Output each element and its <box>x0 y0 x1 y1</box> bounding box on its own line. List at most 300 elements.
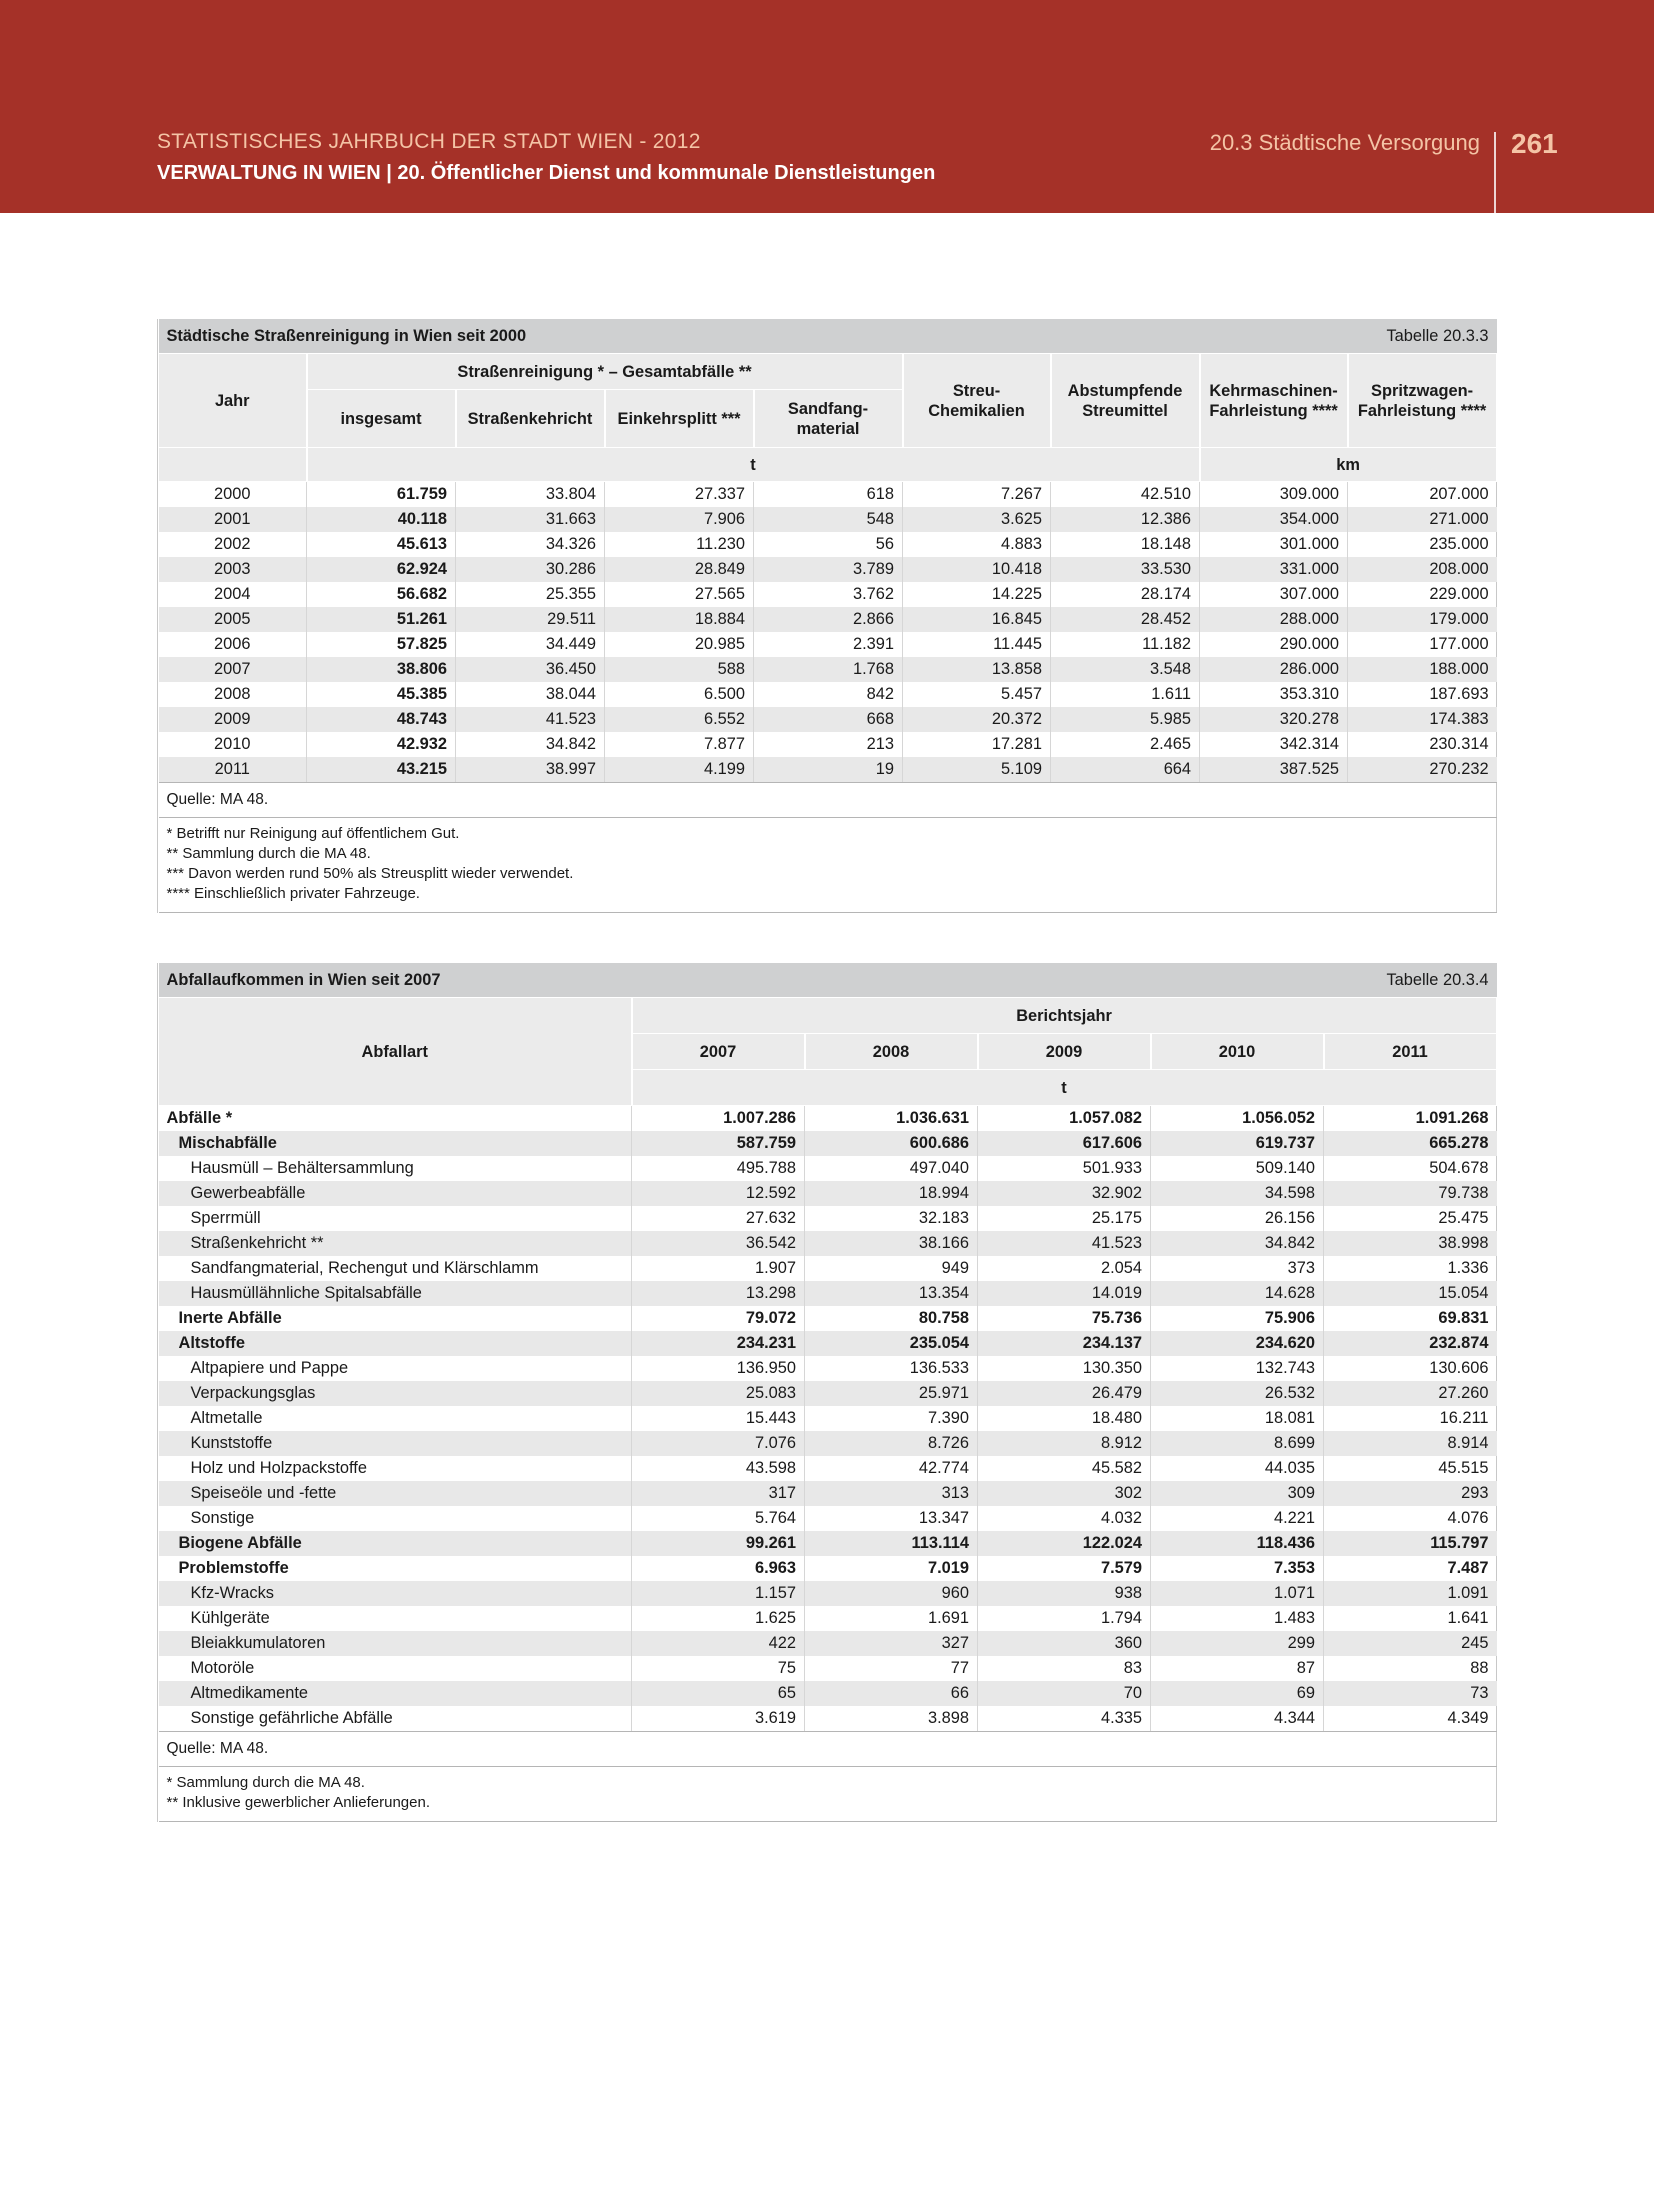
cell-value: 44.035 <box>1151 1456 1324 1481</box>
row-label: Altpapiere und Pappe <box>190 1359 349 1377</box>
cell-value: 320.278 <box>1200 707 1348 732</box>
cell-value: 7.353 <box>1151 1556 1324 1581</box>
row-label: Abfälle * <box>166 1109 233 1127</box>
cell-value: 30.286 <box>456 557 605 582</box>
cell-value: 18.480 <box>978 1406 1151 1431</box>
table-row <box>159 657 1497 682</box>
cell-value: 1.057.082 <box>978 1106 1151 1132</box>
cell-value: 317 <box>632 1481 805 1506</box>
cell-value: 118.436 <box>1151 1531 1324 1556</box>
row-year: 2011 <box>159 757 307 783</box>
col-header-year-2008: 2008 <box>805 1034 978 1070</box>
table-row <box>159 757 1497 783</box>
cell-value: 42.510 <box>1051 482 1200 508</box>
cell-value: 36.450 <box>456 657 605 682</box>
cell-value: 34.326 <box>456 532 605 557</box>
row-year: 2004 <box>214 585 251 603</box>
cell-value: 619.737 <box>1151 1131 1324 1156</box>
row-label: Hausmüllähnliche Spitalsabfälle <box>159 1281 632 1306</box>
cell-value: 26.532 <box>1151 1381 1324 1406</box>
cell-value: 8.726 <box>805 1431 978 1456</box>
cell-value: 31.663 <box>456 507 605 532</box>
cell-value: 75.906 <box>1151 1306 1324 1331</box>
cell-value: 79.738 <box>1324 1181 1497 1206</box>
cell-value: 179.000 <box>1348 607 1497 632</box>
cell-value: 16.845 <box>903 607 1051 632</box>
cell-value: 65 <box>632 1681 805 1706</box>
table1-number: Tabelle 20.3.3 <box>1200 319 1497 354</box>
cell-value: 1.036.631 <box>805 1106 978 1132</box>
cell-value: 45.515 <box>1324 1456 1497 1481</box>
cell-value: 4.344 <box>1151 1706 1324 1732</box>
table-row <box>159 1156 1497 1181</box>
cell-value: 4.032 <box>978 1506 1151 1531</box>
cell-value: 293 <box>1324 1481 1497 1506</box>
table-row <box>159 1431 1497 1456</box>
table-waste-volume <box>157 963 1497 1822</box>
cell-value: 288.000 <box>1200 607 1348 632</box>
cell-value: 18.081 <box>1151 1406 1324 1431</box>
cell-value: 665.278 <box>1324 1131 1497 1156</box>
table-street-cleaning <box>157 319 1497 913</box>
row-label: Altstoffe <box>159 1331 632 1356</box>
cell-value: 299 <box>1151 1631 1324 1656</box>
cell-value: 13.347 <box>805 1506 978 1531</box>
cell-value: 387.525 <box>1200 757 1348 783</box>
cell-value: 8.699 <box>1151 1431 1324 1456</box>
cell-value: 234.620 <box>1151 1331 1324 1356</box>
table-row <box>159 507 1497 532</box>
row-label: Sonstige gefährliche Abfälle <box>159 1706 632 1732</box>
cell-value: 87 <box>1151 1656 1324 1681</box>
cell-value: 43.598 <box>632 1456 805 1481</box>
table-row <box>159 1706 1497 1732</box>
cell-value: 45.385 <box>307 682 456 707</box>
cell-value: 307.000 <box>1200 582 1348 607</box>
col-header-year-2007: 2007 <box>632 1034 805 1070</box>
cell-value: 45.582 <box>978 1456 1151 1481</box>
cell-value: 1.907 <box>632 1256 805 1281</box>
table-row <box>159 557 1497 582</box>
col-header-street-sweepings: Straßenkehricht <box>456 390 605 448</box>
cell-value: 1.641 <box>1324 1606 1497 1631</box>
cell-value: 3.898 <box>805 1706 978 1732</box>
cell-value: 5.985 <box>1051 707 1200 732</box>
cell-value: 130.350 <box>978 1356 1151 1381</box>
cell-value: 11.182 <box>1051 632 1200 657</box>
cell-value: 5.109 <box>903 757 1051 783</box>
cell-value: 207.000 <box>1348 482 1497 508</box>
table2-number: Tabelle 20.3.4 <box>1151 963 1497 998</box>
cell-value: 25.083 <box>632 1381 805 1406</box>
footnote: * Betrifft nur Reinigung auf öffentlichem Gut. <box>166 825 460 842</box>
row-label: Holz und Holzpackstoffe <box>190 1459 367 1477</box>
cell-value: 1.091 <box>1324 1581 1497 1606</box>
cell-value: 13.298 <box>632 1281 805 1306</box>
cell-value: 12.386 <box>1051 507 1200 532</box>
cell-value: 354.000 <box>1200 507 1348 532</box>
table-row <box>159 1206 1497 1231</box>
header-divider <box>1494 132 1496 213</box>
cell-value: 187.693 <box>1348 682 1497 707</box>
cell-value: 302 <box>978 1481 1151 1506</box>
row-label: Altmedikamente <box>159 1681 632 1706</box>
table-row <box>159 1131 1497 1156</box>
cell-value: 208.000 <box>1348 557 1497 582</box>
row-label: Kühlgeräte <box>190 1609 270 1627</box>
cell-value: 309 <box>1151 1481 1324 1506</box>
cell-value: 213 <box>754 732 903 757</box>
cell-value: 62.924 <box>307 557 456 582</box>
cell-value: 80.758 <box>805 1306 978 1331</box>
row-label: Sandfangmaterial, Rechengut und Klärschlamm <box>190 1259 539 1277</box>
cell-value: 548 <box>754 507 903 532</box>
table-row <box>159 1281 1497 1306</box>
yearbook-title: STATISTISCHES JAHRBUCH DER STADT WIEN - 2012 <box>157 130 701 153</box>
cell-value: 497.040 <box>805 1156 978 1181</box>
row-year: 2010 <box>214 735 251 753</box>
cell-value: 4.883 <box>903 532 1051 557</box>
cell-value: 235.054 <box>805 1331 978 1356</box>
row-label: Kunststoffe <box>159 1431 632 1456</box>
cell-value: 286.000 <box>1200 657 1348 682</box>
table-row <box>159 482 1497 508</box>
cell-value: 600.686 <box>805 1131 978 1156</box>
cell-value: 48.743 <box>307 707 456 732</box>
cell-value: 45.613 <box>307 532 456 557</box>
cell-value: 57.825 <box>307 632 456 657</box>
cell-value: 11.445 <box>903 632 1051 657</box>
cell-value: 5.764 <box>632 1506 805 1531</box>
cell-value: 99.261 <box>632 1531 805 1556</box>
cell-value: 14.225 <box>903 582 1051 607</box>
row-year: 2003 <box>159 557 307 582</box>
row-label: Hausmüll – Behältersammlung <box>190 1159 414 1177</box>
cell-value: 664 <box>1051 757 1200 783</box>
col-header-sprinkler-km: Spritzwagen-Fahrleistung **** <box>1348 354 1497 448</box>
cell-value: 1.794 <box>978 1606 1151 1631</box>
cell-value: 66 <box>805 1681 978 1706</box>
row-year: 2007 <box>159 657 307 682</box>
col-header-waste-type: Abfallart <box>159 998 632 1106</box>
cell-value: 949 <box>805 1256 978 1281</box>
col-header-sand-trap: Sandfang-material <box>754 390 903 448</box>
cell-value: 130.606 <box>1324 1356 1497 1381</box>
cell-value: 1.007.286 <box>632 1106 805 1132</box>
cell-value: 4.221 <box>1151 1506 1324 1531</box>
col-header-chemicals: Streu-Chemikalien <box>903 354 1051 448</box>
cell-value: 13.858 <box>903 657 1051 682</box>
cell-value: 174.383 <box>1348 707 1497 732</box>
cell-value: 79.072 <box>632 1306 805 1331</box>
cell-value: 301.000 <box>1200 532 1348 557</box>
cell-value: 188.000 <box>1348 657 1497 682</box>
footnote: **** Einschließlich privater Fahrzeuge. <box>166 885 420 902</box>
cell-value: 38.166 <box>805 1231 978 1256</box>
cell-value: 2.054 <box>978 1256 1151 1281</box>
table-row <box>159 1556 1497 1581</box>
cell-value: 51.261 <box>307 607 456 632</box>
cell-value: 290.000 <box>1200 632 1348 657</box>
table-row <box>159 1606 1497 1631</box>
cell-value: 83 <box>978 1656 1151 1681</box>
row-label: Sperrmüll <box>190 1209 261 1227</box>
unit-tonnes: t <box>307 448 1200 482</box>
cell-value: 1.056.052 <box>1151 1106 1324 1132</box>
cell-value: 245 <box>1324 1631 1497 1656</box>
cell-value: 27.632 <box>632 1206 805 1231</box>
cell-value: 234.231 <box>632 1331 805 1356</box>
cell-value: 587.759 <box>632 1131 805 1156</box>
row-label: Speiseöle und -fette <box>159 1481 632 1506</box>
table-row <box>159 707 1497 732</box>
cell-value: 313 <box>805 1481 978 1506</box>
cell-value: 7.390 <box>805 1406 978 1431</box>
table-row <box>159 1506 1497 1531</box>
cell-value: 235.000 <box>1348 532 1497 557</box>
cell-value: 32.902 <box>978 1181 1151 1206</box>
cell-value: 1.691 <box>805 1606 978 1631</box>
cell-value: 34.842 <box>1151 1231 1324 1256</box>
table1-notes <box>159 818 1497 913</box>
table-row <box>159 532 1497 557</box>
cell-value: 33.804 <box>456 482 605 508</box>
cell-value: 501.933 <box>978 1156 1151 1181</box>
cell-value: 40.118 <box>307 507 456 532</box>
table-row <box>159 1406 1497 1431</box>
cell-value: 20.985 <box>605 632 754 657</box>
table2-notes <box>159 1767 1497 1822</box>
row-label: Gewerbeabfälle <box>159 1181 632 1206</box>
cell-value: 29.511 <box>456 607 605 632</box>
row-label: Problemstoffe <box>178 1559 289 1577</box>
footnote: * Sammlung durch die MA 48. <box>166 1774 365 1791</box>
table-row <box>159 1256 1497 1281</box>
table-row <box>159 1181 1497 1206</box>
cell-value: 26.479 <box>978 1381 1151 1406</box>
unit-tonnes: t <box>632 1070 1497 1106</box>
chapter-title: VERWALTUNG IN WIEN | 20. Öffentlicher Dienst und kommunale Dienstleistungen <box>157 162 936 184</box>
cell-value: 113.114 <box>805 1531 978 1556</box>
cell-value: 509.140 <box>1151 1156 1324 1181</box>
cell-value: 136.950 <box>632 1356 805 1381</box>
table-row <box>159 632 1497 657</box>
cell-value: 70 <box>978 1681 1151 1706</box>
footnote: ** Inklusive gewerblicher Anlieferungen. <box>166 1794 430 1811</box>
cell-value: 230.314 <box>1348 732 1497 757</box>
cell-value: 6.552 <box>605 707 754 732</box>
table1-source: Quelle: MA 48. <box>159 783 1497 818</box>
table-row <box>159 1531 1497 1556</box>
cell-value: 588 <box>605 657 754 682</box>
cell-value: 25.175 <box>978 1206 1151 1231</box>
table-row <box>159 1456 1497 1481</box>
cell-value: 7.487 <box>1324 1556 1497 1581</box>
cell-value: 2.391 <box>754 632 903 657</box>
row-year: 2002 <box>214 535 251 553</box>
table-row <box>159 1481 1497 1506</box>
cell-value: 270.232 <box>1348 757 1497 783</box>
row-label: Sonstige <box>190 1509 255 1527</box>
cell-value: 2.465 <box>1051 732 1200 757</box>
cell-value: 16.211 <box>1324 1406 1497 1431</box>
cell-value: 38.806 <box>307 657 456 682</box>
table-row <box>159 682 1497 707</box>
cell-value: 7.579 <box>978 1556 1151 1581</box>
cell-value: 18.148 <box>1051 532 1200 557</box>
cell-value: 309.000 <box>1200 482 1348 508</box>
cell-value: 1.091.268 <box>1324 1106 1497 1132</box>
cell-value: 7.906 <box>605 507 754 532</box>
cell-value: 7.877 <box>605 732 754 757</box>
unit-km: km <box>1200 448 1497 482</box>
row-label: Straßenkehricht ** <box>159 1231 632 1256</box>
col-header-year-2009: 2009 <box>978 1034 1151 1070</box>
table-row <box>159 607 1497 632</box>
cell-value: 234.137 <box>978 1331 1151 1356</box>
cell-value: 3.625 <box>903 507 1051 532</box>
cell-value: 938 <box>978 1581 1151 1606</box>
row-year: 2009 <box>159 707 307 732</box>
cell-value: 11.230 <box>605 532 754 557</box>
cell-value: 38.997 <box>456 757 605 783</box>
row-year: 2001 <box>159 507 307 532</box>
cell-value: 69 <box>1151 1681 1324 1706</box>
cell-value: 27.337 <box>605 482 754 508</box>
cell-value: 6.500 <box>605 682 754 707</box>
row-label: Mischabfälle <box>159 1131 632 1156</box>
footnote: ** Sammlung durch die MA 48. <box>166 845 371 862</box>
table-row <box>159 732 1497 757</box>
cell-value: 617.606 <box>978 1131 1151 1156</box>
table-row <box>159 1231 1497 1256</box>
cell-value: 75.736 <box>978 1306 1151 1331</box>
cell-value: 1.625 <box>632 1606 805 1631</box>
col-header-year-2010: 2010 <box>1151 1034 1324 1070</box>
cell-value: 14.628 <box>1151 1281 1324 1306</box>
col-header-year-2011: 2011 <box>1324 1034 1497 1070</box>
cell-value: 28.452 <box>1051 607 1200 632</box>
section-title: 20.3 Städtische Versorgung <box>1209 130 1480 155</box>
table-row <box>159 1581 1497 1606</box>
cell-value: 115.797 <box>1324 1531 1497 1556</box>
cell-value: 229.000 <box>1348 582 1497 607</box>
cell-value: 668 <box>754 707 903 732</box>
col-header-grit: Abstumpfende Streumittel <box>1051 354 1200 448</box>
cell-value: 25.475 <box>1324 1206 1497 1231</box>
cell-value: 4.349 <box>1324 1706 1497 1732</box>
cell-value: 136.533 <box>805 1356 978 1381</box>
cell-value: 7.267 <box>903 482 1051 508</box>
row-year: 2006 <box>214 635 251 653</box>
cell-value: 3.789 <box>754 557 903 582</box>
cell-value: 132.743 <box>1151 1356 1324 1381</box>
row-label: Inerte Abfälle <box>178 1309 282 1327</box>
page-number: 261 <box>1511 128 1558 159</box>
cell-value: 75 <box>632 1656 805 1681</box>
cell-value: 38.044 <box>456 682 605 707</box>
cell-value: 34.842 <box>456 732 605 757</box>
cell-value: 77 <box>805 1656 978 1681</box>
cell-value: 5.457 <box>903 682 1051 707</box>
cell-value: 41.523 <box>456 707 605 732</box>
cell-value: 26.156 <box>1151 1206 1324 1231</box>
cell-value: 504.678 <box>1324 1156 1497 1181</box>
cell-value: 13.354 <box>805 1281 978 1306</box>
row-label: Bleiakkumulatoren <box>159 1631 632 1656</box>
cell-value: 1.611 <box>1051 682 1200 707</box>
cell-value: 61.759 <box>307 482 456 508</box>
cell-value: 495.788 <box>632 1156 805 1181</box>
col-header-year: Jahr <box>159 354 307 448</box>
cell-value: 7.076 <box>632 1431 805 1456</box>
cell-value: 18.884 <box>605 607 754 632</box>
cell-value: 422 <box>632 1631 805 1656</box>
table-row <box>159 1306 1497 1331</box>
cell-value: 34.598 <box>1151 1181 1324 1206</box>
cell-value: 1.157 <box>632 1581 805 1606</box>
row-label: Verpackungsglas <box>159 1381 632 1406</box>
row-year: 2000 <box>214 485 251 503</box>
cell-value: 271.000 <box>1348 507 1497 532</box>
cell-value: 122.024 <box>978 1531 1151 1556</box>
row-year: 2005 <box>159 607 307 632</box>
cell-value: 38.998 <box>1324 1231 1497 1256</box>
cell-value: 8.914 <box>1324 1431 1497 1456</box>
cell-value: 342.314 <box>1200 732 1348 757</box>
table-row <box>159 1656 1497 1681</box>
cell-value: 8.912 <box>978 1431 1151 1456</box>
cell-value: 15.054 <box>1324 1281 1497 1306</box>
row-label: Motoröle <box>190 1659 255 1677</box>
cell-value: 6.963 <box>632 1556 805 1581</box>
cell-value: 27.260 <box>1324 1381 1497 1406</box>
cell-value: 3.548 <box>1051 657 1200 682</box>
table-row <box>159 1331 1497 1356</box>
cell-value: 28.849 <box>605 557 754 582</box>
cell-value: 842 <box>754 682 903 707</box>
cell-value: 618 <box>754 482 903 508</box>
cell-value: 33.530 <box>1051 557 1200 582</box>
table-row <box>159 1356 1497 1381</box>
cell-value: 12.592 <box>632 1181 805 1206</box>
cell-value: 56.682 <box>307 582 456 607</box>
cell-value: 373 <box>1151 1256 1324 1281</box>
col-header-total: insgesamt <box>307 390 456 448</box>
cell-value: 32.183 <box>805 1206 978 1231</box>
cell-value: 7.019 <box>805 1556 978 1581</box>
cell-value: 177.000 <box>1348 632 1497 657</box>
cell-value: 88 <box>1324 1656 1497 1681</box>
group-header-street-cleaning: Straßenreinigung * – Gesamtabfälle ** <box>307 354 903 390</box>
cell-value: 15.443 <box>632 1406 805 1431</box>
table-row <box>159 1381 1497 1406</box>
table-row <box>159 582 1497 607</box>
cell-value: 4.335 <box>978 1706 1151 1732</box>
cell-value: 4.076 <box>1324 1506 1497 1531</box>
cell-value: 14.019 <box>978 1281 1151 1306</box>
row-label: Biogene Abfälle <box>159 1531 632 1556</box>
cell-value: 1.071 <box>1151 1581 1324 1606</box>
cell-value: 3.619 <box>632 1706 805 1732</box>
col-header-grit-chips: Einkehrsplitt *** <box>605 390 754 448</box>
group-header-report-year: Berichtsjahr <box>632 998 1497 1034</box>
cell-value: 25.971 <box>805 1381 978 1406</box>
cell-value: 42.932 <box>307 732 456 757</box>
cell-value: 331.000 <box>1200 557 1348 582</box>
row-year: 2008 <box>214 685 251 703</box>
footnote: *** Davon werden rund 50% als Streusplitt wieder verwendet. <box>166 865 574 882</box>
